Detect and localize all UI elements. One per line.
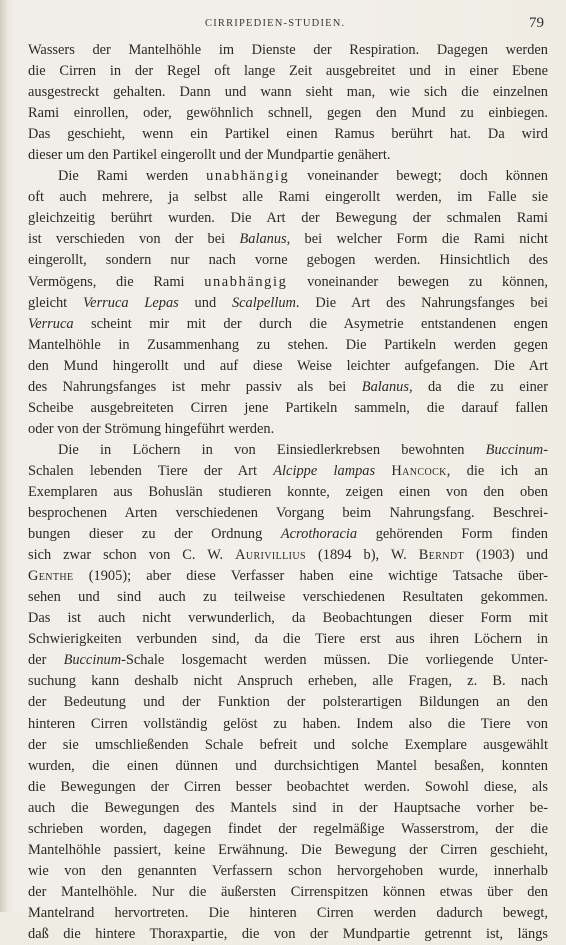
text-line <box>28 503 548 524</box>
text-line <box>28 798 548 819</box>
text-line <box>28 166 548 187</box>
italic-term: Verruca <box>28 315 74 332</box>
author-name: Aurivillius <box>235 547 306 564</box>
text-run: die Cirren in der Regel oft lange Zeit ausgebreitet und in einer Ebene <box>28 63 548 80</box>
running-head: CIRRIPEDIEN-STUDIEN. <box>205 18 346 29</box>
page-header <box>0 15 566 36</box>
text-run <box>375 463 391 479</box>
text-line <box>28 103 548 124</box>
text-line <box>28 440 548 461</box>
body-text <box>28 40 548 945</box>
text-run: sehen und sind auch zu teilweise verschiedenen Resultaten gekommen. <box>28 589 548 606</box>
text-run: , die ich an <box>446 462 548 479</box>
text-line <box>28 777 548 798</box>
text-run: sich zwar schon von C. W. <box>28 547 236 564</box>
text-line <box>28 229 548 250</box>
text-line <box>28 482 548 503</box>
text-run: daß die hintere Thoraxpartie, die von der Mundpartie getrennt ist, längs <box>28 925 548 942</box>
text-run: (1894 b), W. <box>305 547 419 564</box>
page-number: 79 <box>529 15 544 31</box>
text-run: schrieben worden, dagegen findet der regelmäßige Wasserstrom, der die <box>28 820 548 837</box>
text-run: , bei welcher Form die Rami nicht <box>286 231 548 248</box>
text-line <box>28 293 548 314</box>
text-run: gehörenden Form finden <box>357 526 548 543</box>
text-line <box>28 377 548 398</box>
text-line <box>28 861 548 882</box>
text-run: wurden, die einen dünnen und durchsichtigen Mantel besaßen, konnten <box>28 757 548 774</box>
emphasized-word: unabhängig <box>206 168 290 185</box>
text-line <box>28 524 548 545</box>
text-line <box>28 587 548 608</box>
text-run: Vermögens, die Rami <box>28 273 205 290</box>
text-run: Die Rami werden <box>58 168 207 185</box>
text-line <box>28 671 548 692</box>
text-line <box>28 187 548 208</box>
author-name: Berndt <box>418 547 465 564</box>
text-line <box>28 398 548 419</box>
text-line <box>28 461 548 482</box>
text-run: Schalen lebenden Tiere der Art <box>28 462 274 479</box>
author-name: Genthe <box>28 568 74 585</box>
italic-term: Balanus <box>361 378 409 395</box>
text-line <box>28 566 548 587</box>
text-run: Scheibe ausgebreiteten Cirren jene Partikeln sammeln, die darauf fallen <box>28 399 548 416</box>
text-line <box>28 61 548 82</box>
text-line <box>28 608 548 629</box>
text-run: auch die Bewegungen des Mantels sind in der Hauptsache vorher be- <box>28 799 548 816</box>
italic-term: Alcippe lampas <box>273 462 376 479</box>
text-run: , da die zu einer <box>408 378 548 395</box>
emphasized-word: unabhängig <box>204 273 288 290</box>
text-run: der Bedeutung und der Funktion der polsterartigen Bildungen an den <box>28 694 548 711</box>
text-line <box>28 82 548 103</box>
text-run: Rami einrollen, oder, gewöhnlich schnell, gegen den Mund zu einbiegen. <box>28 105 548 122</box>
text-line <box>28 882 548 903</box>
text-run: (1905); aber diese Verfasser haben eine wichtige Tatsache über- <box>73 568 548 585</box>
text-run: die Bewegungen der Cirren besser beobachtet werden. Sowohl diese, als <box>28 778 548 795</box>
text-run: Schwierigkeiten verbunden sind, da die Tiere erst aus ihren Löchern in <box>28 631 548 648</box>
text-run: Das ist auch nicht verwunderlich, da Beobachtungen dieser Form mit <box>28 610 548 627</box>
text-run: Mantelrand hervortreten. Die hinteren Cirren werden dadurch bewegt, <box>28 904 548 921</box>
text-run: der sie umschließenden Schale befreit und solche Exemplare ausgewählt <box>28 736 548 753</box>
text-run: dieser um den Partikel eingerollt und der Mundpartie genähert. <box>28 147 391 164</box>
text-line <box>28 335 548 356</box>
text-run: . Die Art des Nahrungsfanges bei <box>295 294 549 311</box>
text-run: ist verschieden von der bei <box>28 231 240 248</box>
text-run: oft auch mehrere, ja selbst alle Rami eingerollt werden, im Falle sie <box>28 189 548 206</box>
text-line <box>28 419 548 440</box>
text-run: Mantelhöhle passiert, keine Erwähnung. Die Bewegung der Cirren geschieht, <box>28 841 548 858</box>
text-run: voneinander bewegt; doch können <box>289 168 548 185</box>
text-run: hinteren Cirren vollständig gelöst zu haben. Indem also die Tiere von <box>28 715 548 732</box>
text-run: eingerollt, sondern nur nach vorne gebogen werden. Hinsichtlich des <box>28 252 548 269</box>
text-run: des Nahrungsfanges ist mehr passiv als bei <box>28 378 362 395</box>
text-line <box>28 40 548 61</box>
text-line <box>28 714 548 735</box>
text-line <box>28 250 548 271</box>
text-run: der Mantelhöhle. Nur die äußersten Cirrenspitzen können etwas über den <box>28 883 548 900</box>
text-run: den Mund hingerollt und auf diese Weise leichter aufgefangen. Die Art <box>28 357 548 374</box>
italic-term: Buccinum <box>63 652 122 669</box>
text-run: suchung kann deshalb nicht Anspruch erheben, alle Fragen, z. B. nach <box>28 673 548 690</box>
page-gutter-shadow <box>0 0 8 912</box>
text-run: -Schale losgemacht werden müssen. Die vorliegende Unter- <box>121 652 548 669</box>
text-run: Die in Löchern in von Einsiedlerkrebsen bewohnten <box>58 441 486 458</box>
text-run: wie von den genannten Verfassern schon hervorgehoben wurde, innerhalb <box>28 862 548 879</box>
text-line <box>28 145 548 166</box>
italic-term: Scalpellum <box>231 294 296 311</box>
text-line <box>28 924 548 945</box>
text-run: Das geschieht, wenn ein Partikel einen Ramus berührt hat. Da wird <box>28 126 548 143</box>
text-run: scheint mir mit der durch die Asymetrie entstandenen engen <box>73 315 548 332</box>
text-run: Mantelhöhle in Zusammenhang zu stehen. Die Partikeln werden gegen <box>28 336 548 353</box>
text-line <box>28 819 548 840</box>
text-run: ausgestreckt gehalten. Dann und wann sieht man, wie sich die einzelnen <box>28 84 548 101</box>
text-line <box>28 903 548 924</box>
author-name: Hancock <box>391 462 447 479</box>
text-run: Wassers der Mantelhöhle im Dienste der Respiration. Dagegen werden <box>28 42 548 58</box>
text-line <box>28 545 548 566</box>
italic-term: Acrothoracia <box>280 526 358 543</box>
text-run: bungen dieser zu der Ordnung <box>28 526 281 543</box>
text-run: gleicht <box>28 294 83 311</box>
text-line <box>28 650 548 671</box>
italic-term: Balanus <box>239 231 287 248</box>
text-run: der <box>28 652 64 669</box>
text-line <box>28 314 548 335</box>
text-run: und <box>178 294 232 311</box>
text-run: gleichzeitig berührt wurden. Die Art der Bewegung der schmalen Rami <box>28 210 548 227</box>
text-run: (1903) und <box>464 547 548 564</box>
text-line <box>28 756 548 777</box>
italic-term: Buccinum- <box>485 441 548 458</box>
text-run: Exemplaren aus Bohuslän studieren konnte, zeigen einen von den oben <box>28 483 548 500</box>
text-line <box>28 356 548 377</box>
text-line <box>28 840 548 861</box>
text-run: voneinander bewegen zu können, <box>287 273 548 290</box>
text-line <box>28 629 548 650</box>
text-line <box>28 208 548 229</box>
text-line <box>28 272 548 293</box>
text-line <box>28 692 548 713</box>
text-run: besprochenen Arten verschiedenen Vorgang beim Nahrungsfang. Beschrei- <box>28 505 548 522</box>
text-line <box>28 124 548 145</box>
text-line <box>28 735 548 756</box>
italic-term: Verruca Lepas <box>82 294 179 311</box>
text-run: oder von der Strömung hingeführt werden. <box>28 420 275 437</box>
